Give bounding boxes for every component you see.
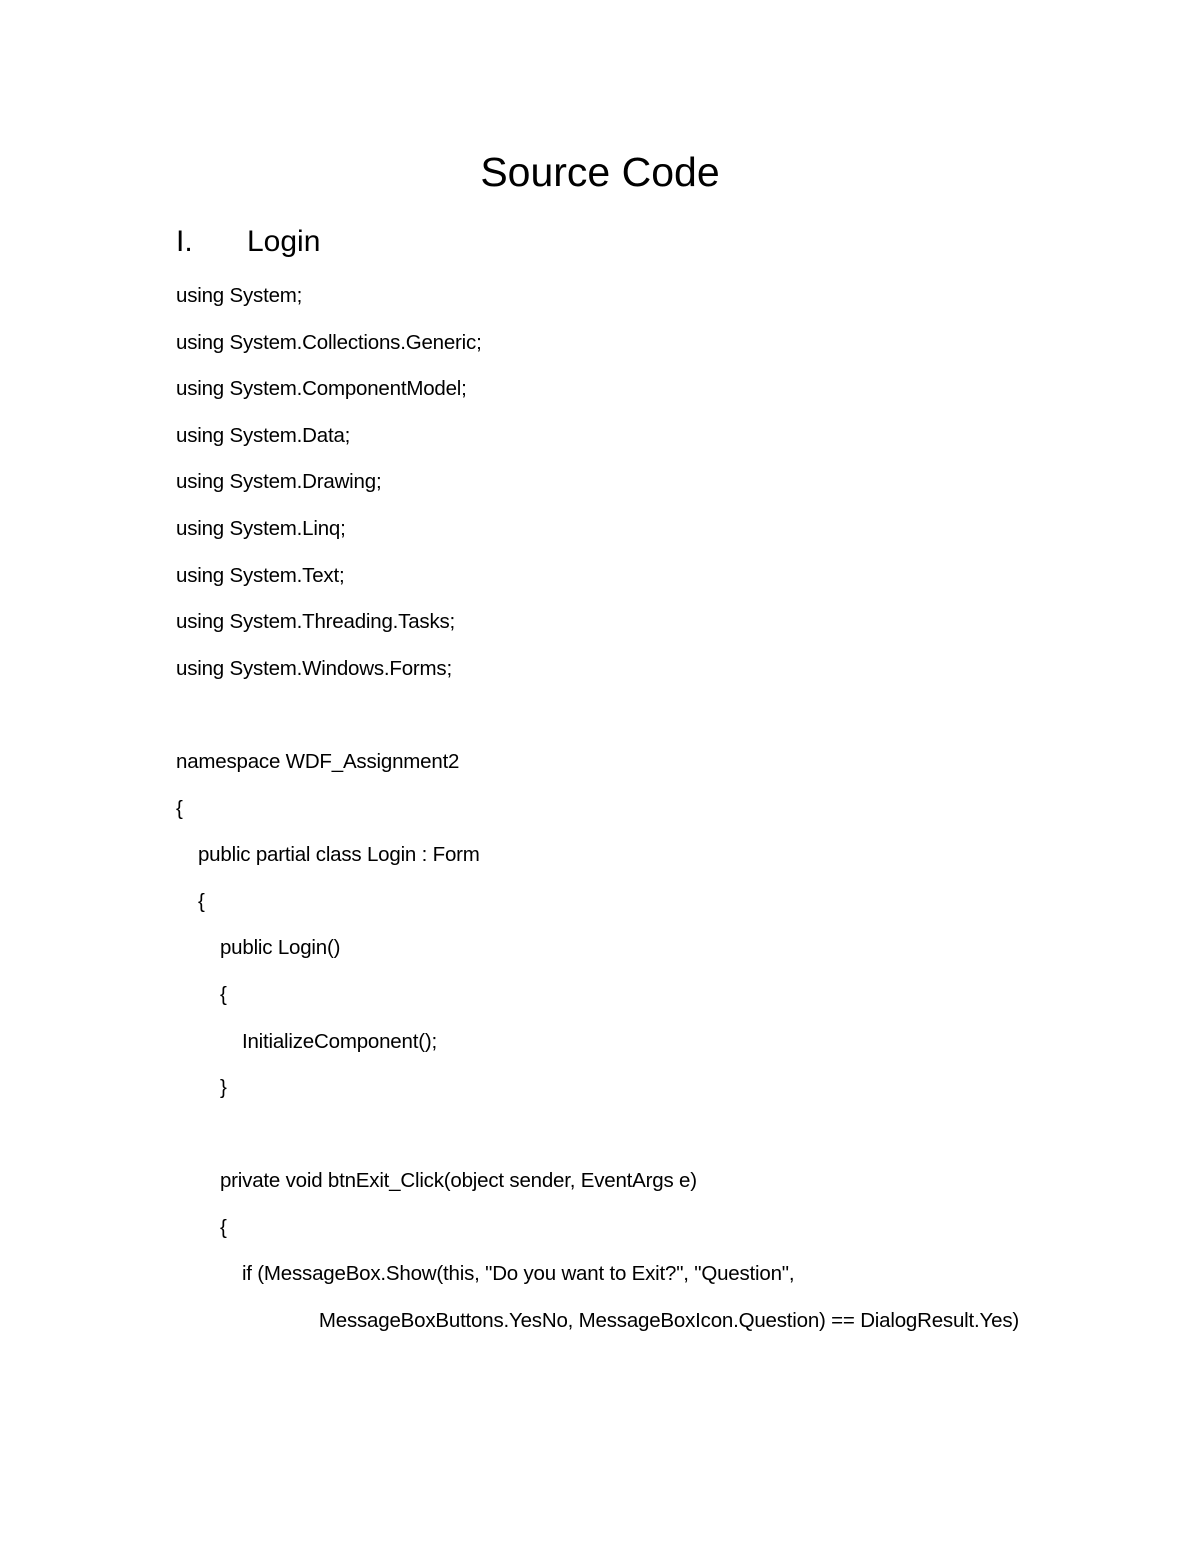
code-line: {	[176, 1215, 227, 1239]
code-line: using System.Data;	[176, 423, 351, 447]
code-listing	[176, 282, 1019, 1354]
code-line: {	[176, 796, 183, 820]
code-line: using System.Text;	[176, 563, 345, 587]
code-line: InitializeComponent();	[176, 1029, 437, 1053]
code-line: using System.Collections.Generic;	[176, 330, 482, 354]
code-line: using System.Threading.Tasks;	[176, 610, 456, 634]
page-title: Source Code	[480, 149, 720, 195]
code-line: using System.Linq;	[176, 516, 346, 540]
code-line: {	[176, 982, 227, 1006]
code-line: namespace WDF_Assignment2	[176, 749, 460, 773]
section-heading	[176, 222, 320, 262]
code-line: public Login()	[176, 936, 341, 960]
code-line: if (MessageBox.Show(this, "Do you want to Exit?", "Question",	[176, 1262, 795, 1286]
section-number: I.	[176, 225, 193, 258]
blank-line	[176, 701, 1019, 748]
code-line: using System.ComponentModel;	[176, 377, 467, 401]
code-line: using System.Drawing;	[176, 470, 382, 494]
section-label: Login	[247, 225, 321, 258]
code-line: private void btnExit_Click(object sender, EventArgs e)	[176, 1169, 697, 1193]
code-line: MessageBoxButtons.YesNo, MessageBoxIcon.Question) == DialogResult.Yes)	[176, 1309, 1019, 1333]
code-line: using System.Windows.Forms;	[176, 656, 452, 680]
code-line: using System;	[176, 284, 303, 307]
code-line: public partial class Login : Form	[176, 843, 480, 867]
code-line: {	[176, 889, 205, 913]
blank-line	[176, 1121, 1019, 1168]
code-line: }	[176, 1076, 227, 1100]
